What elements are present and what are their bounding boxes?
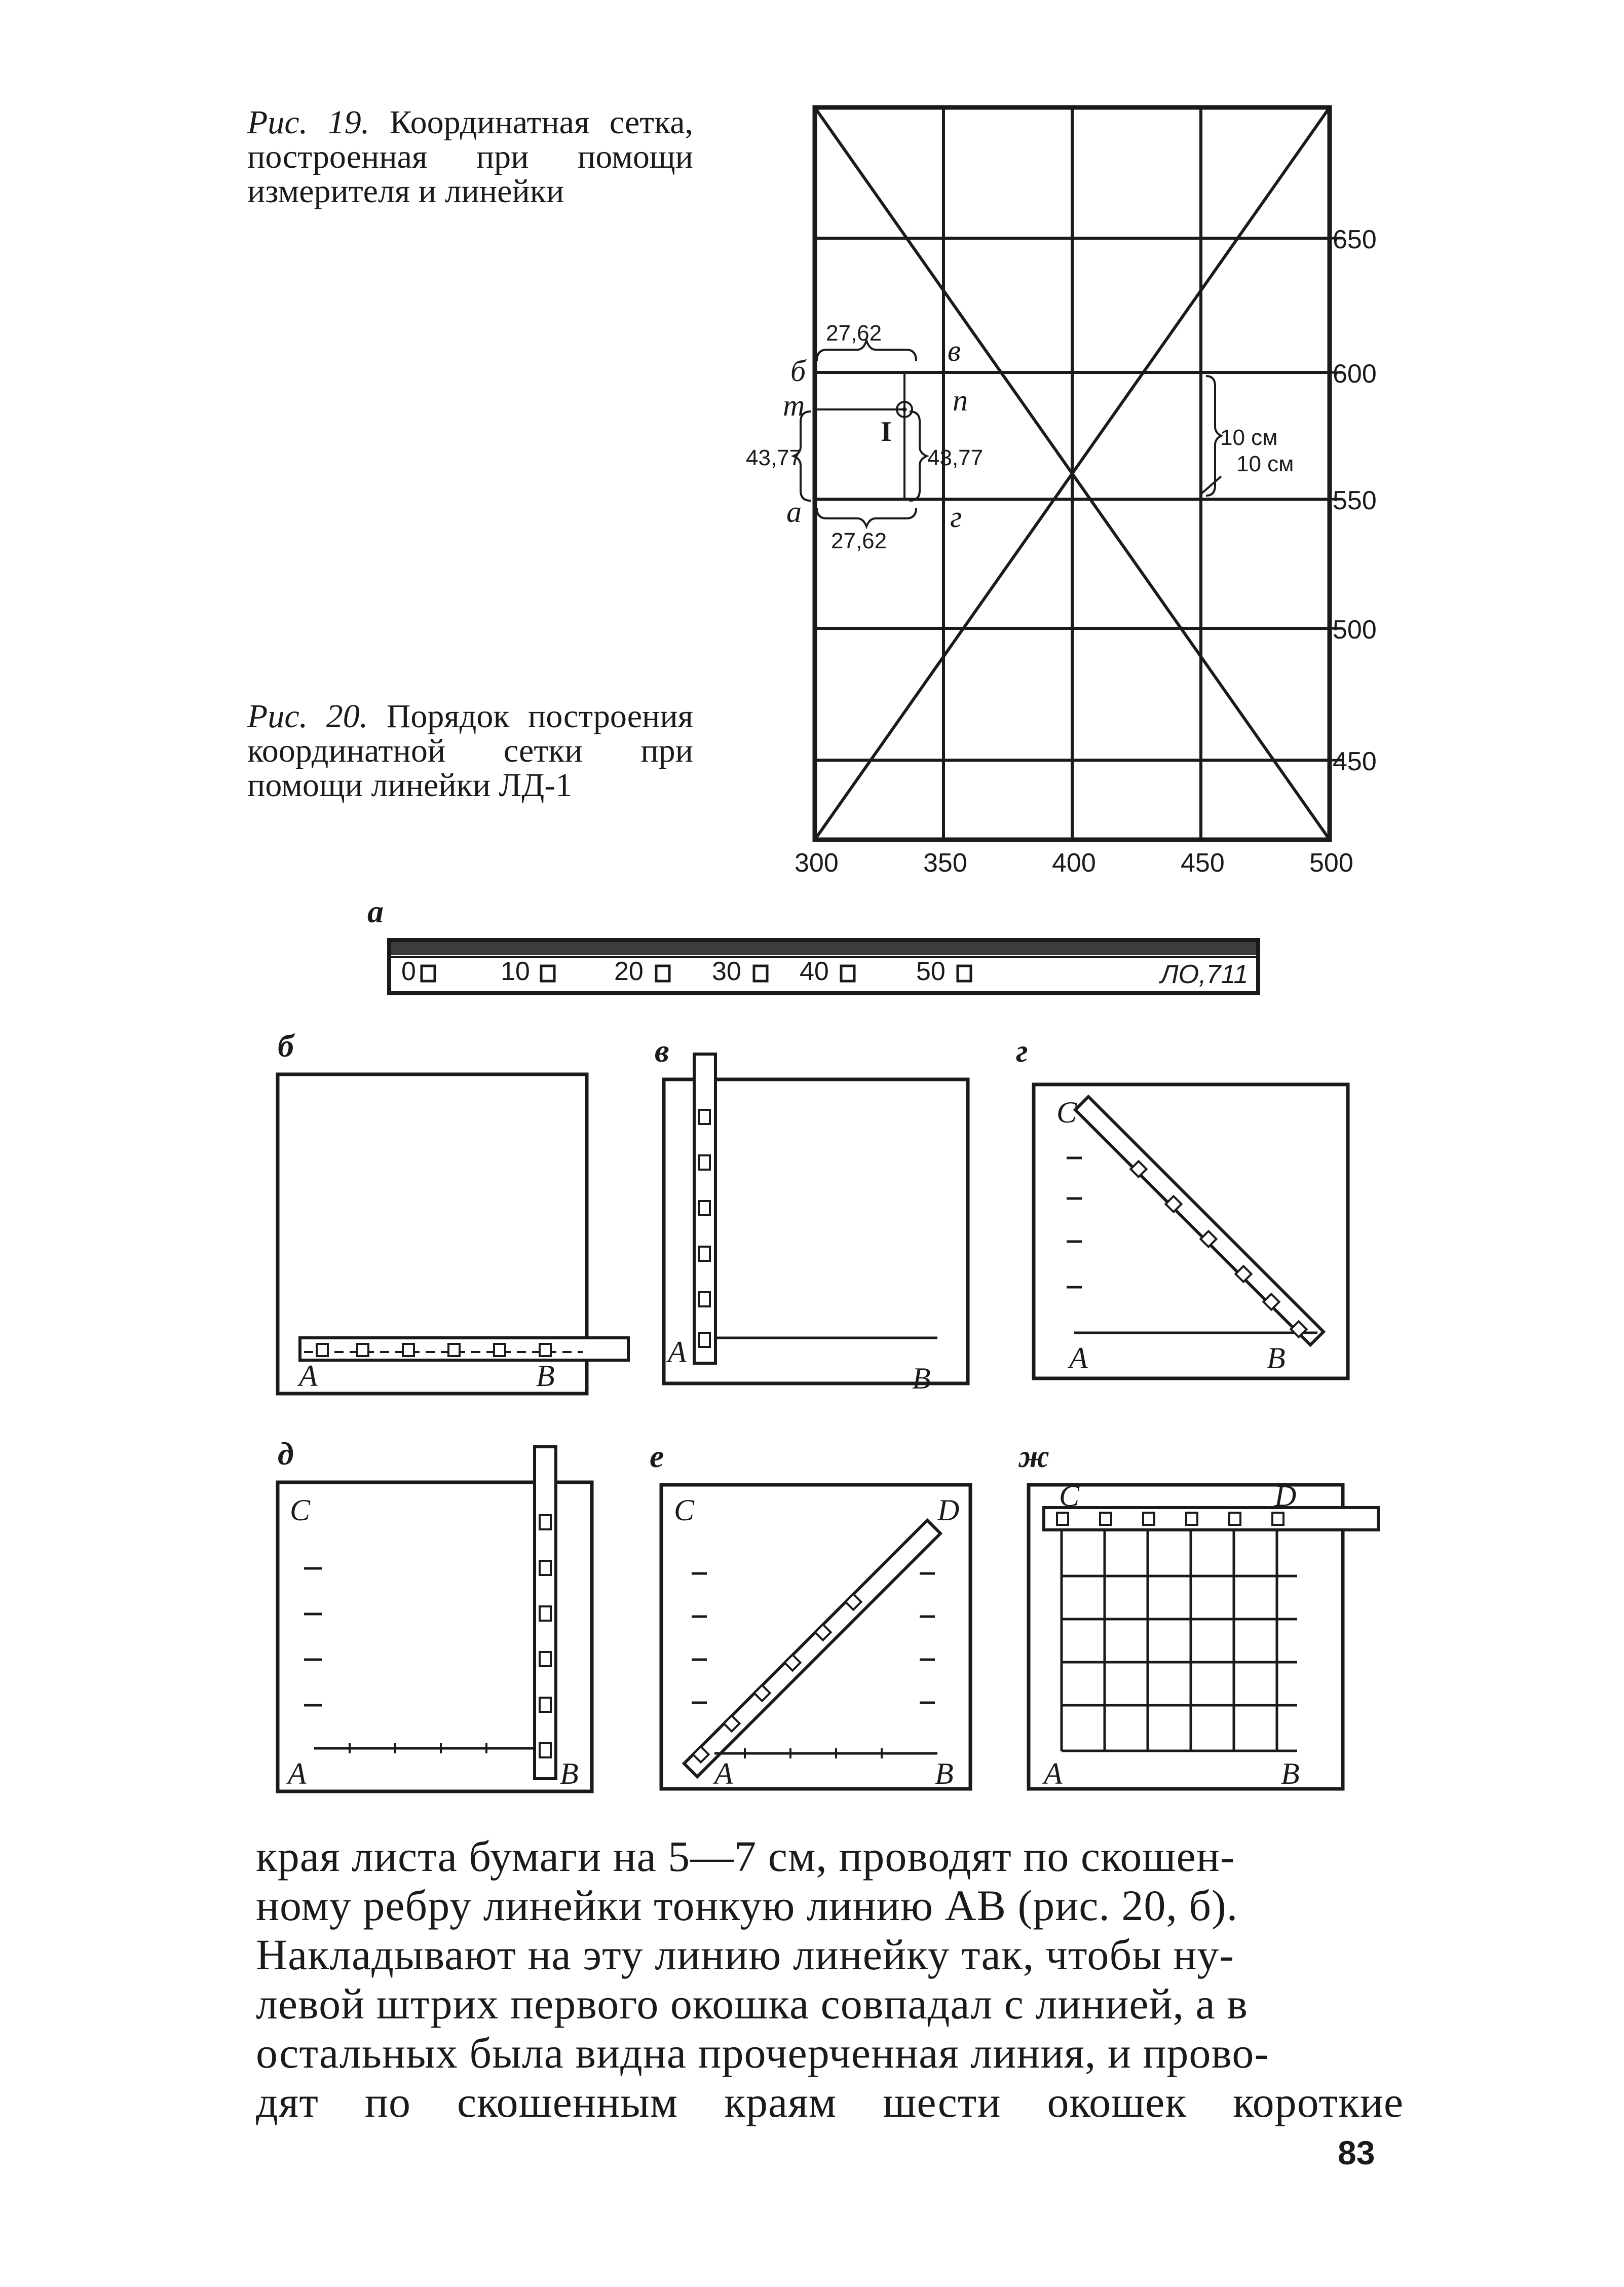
panel-e-label: е [650, 1438, 664, 1474]
point-I-label: I [881, 416, 892, 447]
panel-d-label: д [278, 1436, 294, 1472]
corner-p-label: п [953, 384, 968, 417]
panel-zh-D: D [1274, 1479, 1297, 1513]
panel-e-D: D [937, 1493, 960, 1527]
x-label-300: 300 [795, 848, 839, 878]
y-label-500: 500 [1333, 615, 1377, 645]
panel-d [278, 1447, 592, 1791]
dim-10cm-vertical: 10 см [1220, 425, 1278, 450]
brace-bottom [817, 508, 916, 527]
body-line: ному ребру линейки тонкую линию AB (рис. 20, б). [256, 1881, 1238, 1930]
ruler-model: ЛО,711 [1160, 960, 1249, 989]
panel-v-B: B [912, 1362, 931, 1395]
fig19-caption-text: Координатная сетка, построенная при помощи измерителя и линейки [247, 104, 694, 210]
page-number: 83 [1338, 2134, 1375, 2171]
panel-v-A: A [668, 1335, 687, 1369]
ruler-mark-20: 20 [614, 957, 644, 986]
panel-g-A: A [1069, 1341, 1088, 1375]
panel-b-A: A [299, 1359, 318, 1393]
panel-zh-label: ж [1018, 1438, 1049, 1474]
dim-10cm-horizontal: 10 см [1236, 452, 1294, 476]
x-label-400: 400 [1052, 848, 1096, 878]
y-label-450: 450 [1333, 747, 1377, 776]
corner-v-label: в [948, 334, 961, 367]
x-label-500: 500 [1309, 848, 1353, 878]
body-line: края листа бумаги на 5—7 см, проводят по скошен- [256, 1832, 1235, 1881]
body-line: Накладывают на эту линию линейку так, чтобы ну- [256, 1930, 1235, 1979]
brace-right [910, 411, 927, 501]
y-label-550: 550 [1333, 486, 1377, 515]
dim-right: 43,77 [927, 445, 984, 470]
ruler-horizontal [300, 1338, 628, 1360]
corner-a-label: а [786, 495, 802, 529]
panel-zh [1029, 1485, 1378, 1789]
panel-zh-C: C [1059, 1479, 1080, 1513]
panel-b [278, 1074, 628, 1394]
panel-v [664, 1054, 968, 1383]
panel-g-C: C [1056, 1096, 1077, 1129]
panel-g [1034, 1084, 1348, 1378]
corner-b-label: б [790, 354, 806, 388]
panel-b-B: B [536, 1359, 555, 1393]
panel-b-label: б [278, 1028, 294, 1064]
ruler-mark-40: 40 [800, 957, 829, 986]
fig19-caption-number: 19. [327, 104, 370, 141]
corner-m-label: m [783, 389, 805, 422]
ruler-mark-10: 10 [501, 957, 530, 986]
panel-d-A: A [288, 1757, 307, 1790]
panel-e-A: A [714, 1757, 733, 1790]
panel-g-label: г [1016, 1033, 1028, 1069]
panel-e-C: C [674, 1493, 695, 1527]
dim-bottom: 27,62 [831, 529, 887, 553]
body-paragraph [256, 1832, 1404, 2127]
fig20-caption-text: Порядок построения координатной сетки при помощи линейки ЛД-1 [247, 698, 694, 804]
ruler-mark-30: 30 [712, 957, 741, 986]
x-label-350: 350 [923, 848, 967, 878]
panel-e [661, 1485, 970, 1789]
fig20-caption-label: Рис. [247, 698, 308, 735]
ruler-mark-0: 0 [401, 957, 416, 986]
body-line: левой штрих первого окошка совпадал с линией, а в [256, 1979, 1248, 2028]
panel-e-B: B [935, 1757, 954, 1790]
body-line: дят по скошенным краям шести окошек короткие [256, 2078, 1404, 2126]
dim-left: 43,77 [746, 445, 802, 470]
panel-d-B: B [560, 1757, 579, 1790]
x-label-450: 450 [1181, 848, 1225, 878]
y-label-650: 650 [1333, 225, 1377, 254]
ruler-diagonal [1075, 1097, 1324, 1345]
panel-g-B: B [1267, 1341, 1286, 1375]
ruler-diagonal-e [684, 1520, 940, 1777]
body-line: остальных была видна прочерченная линия, и прово- [256, 2029, 1270, 2077]
panel-d-C: C [290, 1493, 311, 1527]
panel-zh-B: B [1281, 1757, 1300, 1790]
constructed-grid [1062, 1530, 1297, 1751]
fig20-caption-number: 20. [326, 698, 368, 735]
panel-a-label: а [367, 893, 384, 929]
ruler-horizontal-top [1044, 1508, 1378, 1530]
fig19-caption-label: Рис. [247, 104, 308, 141]
panel-zh-A: A [1044, 1757, 1063, 1790]
ruler-mark-50: 50 [916, 957, 946, 986]
dim-top: 27,62 [826, 321, 882, 346]
y-label-600: 600 [1333, 359, 1377, 389]
corner-g-label: г [950, 500, 962, 534]
panel-v-label: в [655, 1033, 669, 1069]
